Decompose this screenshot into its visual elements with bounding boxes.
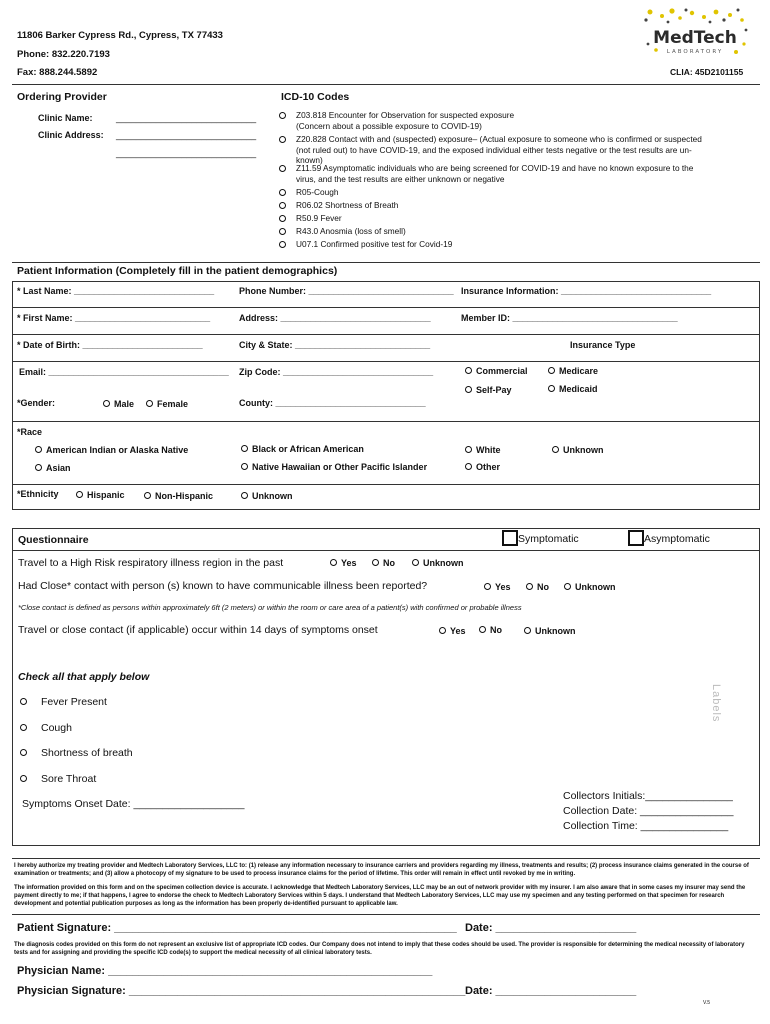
radio-icon — [412, 559, 419, 566]
symptom-cough-option[interactable]: Cough — [20, 722, 72, 734]
radio-icon — [35, 446, 42, 453]
radio-icon — [279, 241, 286, 248]
questionnaire-title: Questionnaire — [18, 534, 89, 546]
patient-date-field[interactable]: Date: _______________________ — [465, 922, 637, 934]
radio-icon — [372, 559, 379, 566]
radio-icon — [330, 559, 337, 566]
address-field[interactable]: Address: ______________________________ — [239, 313, 431, 323]
icd10-option-text: R05-Cough — [296, 187, 339, 197]
radio-icon — [279, 202, 286, 209]
logo-text: MedTech — [653, 28, 737, 48]
insurance-medicare-option[interactable]: Medicare — [548, 366, 598, 376]
radio-icon — [103, 400, 110, 407]
gender-male-option[interactable]: Male — [103, 399, 134, 409]
radio-icon — [20, 749, 27, 756]
checkbox-icon — [628, 530, 644, 546]
q3-unknown-option[interactable]: Unknown — [524, 626, 576, 636]
row-divider — [12, 484, 760, 485]
radio-icon — [146, 400, 153, 407]
radio-icon — [279, 215, 286, 222]
radio-icon — [552, 446, 559, 453]
q1-yes-option[interactable]: Yes — [330, 558, 357, 568]
symptoms-onset-date-field[interactable]: Symptoms Onset Date: ___________________ — [22, 798, 245, 810]
clinic-name-label: Clinic Name: — [38, 113, 93, 123]
radio-icon — [465, 367, 472, 374]
patient-top-divider — [12, 262, 760, 263]
icd10-option-text: Z03.818 Encounter for Observation for suspected exposure — [296, 110, 515, 120]
q1-unknown-option[interactable]: Unknown — [412, 558, 464, 568]
radio-icon — [20, 775, 27, 782]
ordering-provider-title: Ordering Provider — [17, 91, 107, 103]
lab-fax: Fax: 888.244.5892 — [17, 67, 98, 78]
radio-icon — [526, 583, 533, 590]
radio-icon — [35, 464, 42, 471]
asymptomatic-checkbox[interactable]: Asymptomatic — [628, 530, 710, 546]
radio-icon — [241, 492, 248, 499]
icd10-option-text: Z11.59 Asymptomatic individuals who are being screened for COVID-19 and have no known exposure to the — [296, 163, 694, 173]
clia-number: CLIA: 45D2101155 — [670, 67, 744, 77]
icd10-option[interactable] — [279, 110, 754, 131]
insurance-commercial-option[interactable]: Commercial — [465, 366, 528, 376]
radio-icon — [548, 385, 555, 392]
gender-label: *Gender: — [17, 398, 56, 408]
question-travel-14-days: Travel or close contact (if applicable) occur within 14 days of symptoms onset — [18, 624, 378, 636]
icd10-option-text: U07.1 Confirmed positive test for Covid-19 — [296, 239, 453, 249]
check-all-heading: Check all that apply below — [18, 671, 150, 683]
icd10-option-text: (not ruled out) to have COVID-19, and the exposed individual either tests negative or the test results are un- — [296, 144, 692, 155]
physician-signature-field[interactable]: Physician Signature: _______________________________________________________ — [17, 985, 466, 997]
version-label: V.5 — [703, 1000, 711, 1006]
row-divider — [12, 361, 760, 362]
header-divider — [12, 84, 760, 85]
insurance-info-field[interactable]: Insurance Information: ______________________________ — [461, 286, 712, 296]
clinic-address-field-2[interactable]: ____________________________ — [116, 148, 257, 158]
labels-watermark: Labels — [710, 684, 722, 723]
radio-icon — [564, 583, 571, 590]
information-text: The information provided on this form and on the specimen collection device is accurate. I acknowledge that Medtech Laboratory Services, LLC may be an out of network provider with my insurer. I am also aware that in some cases my insurer may send the payment directly to me; if that happens, I agree to endorse the check to Medtech Laboratory Services within 5 days. I understand that Medtech Laboratory Services, LLC may use my specimen and any testing performed on that specimen for research development and potential publication purposes as long as the information has been properly de-identified pursuant to applicable law. — [14, 885, 746, 907]
symptom-fever-option[interactable]: Fever Present — [20, 696, 107, 708]
diagnosis-disclaimer: The diagnosis codes provided on this form do not represent an exclusive list of appropriate ICD codes. Our Company does not intend to imply that these codes should be used. The provider is responsible for determining the medical necessity of laboratory tests and for assigning and providing the specific ICD code(s) to support the medical necessity of all clinical laboratory tests. — [14, 942, 745, 956]
lab-phone: Phone: 832.220.7193 — [17, 49, 110, 60]
question-travel-high-risk: Travel to a High Risk respiratory illness region in the past — [18, 557, 284, 569]
physician-date-field[interactable]: Date: _______________________ — [465, 985, 637, 997]
radio-icon — [241, 463, 248, 470]
icd10-option[interactable] — [279, 213, 754, 224]
race-unknown-option[interactable]: Unknown — [552, 445, 604, 455]
close-contact-note: *Close contact is defined as persons within approximately 6ft (2 meters) or within the room or care area of a patient(s) with confirmed or probable illness — [18, 603, 522, 612]
legal-top-divider — [12, 858, 760, 859]
icd10-option-text: virus, and the test results are either unknown or negative — [296, 173, 505, 184]
race-aian-option[interactable]: American Indian or Alaska Native — [35, 445, 188, 455]
radio-icon — [548, 367, 555, 374]
patient-signature-field[interactable]: Patient Signature: ________________________________________________________ — [17, 922, 457, 934]
email-field[interactable]: Email: ____________________________________ — [19, 367, 229, 377]
radio-icon — [279, 189, 286, 196]
physician-name-field[interactable]: Physician Name: _____________________________________________________ — [17, 965, 433, 977]
clinic-address-field[interactable]: ____________________________ — [116, 130, 257, 140]
radio-icon — [524, 627, 531, 634]
city-state-field[interactable]: City & State: ___________________________ — [239, 340, 431, 350]
clinic-address-label: Clinic Address: — [38, 130, 104, 140]
radio-icon — [479, 626, 486, 633]
patient-info-title: Patient Information (Completely fill in the patient demographics) — [17, 265, 338, 277]
radio-icon — [20, 724, 27, 731]
zip-code-field[interactable]: Zip Code: ______________________________ — [239, 367, 434, 377]
insurance-type-label: Insurance Type — [570, 340, 636, 350]
icd10-option-text: R43.0 Anosmia (loss of smell) — [296, 226, 406, 236]
ethnicity-hispanic-option[interactable]: Hispanic — [76, 490, 125, 500]
phone-number-field[interactable]: Phone Number: _____________________________ — [239, 286, 454, 296]
ethnicity-label: *Ethnicity — [17, 489, 59, 499]
collection-time-field[interactable]: Collection Time: _______________ — [563, 820, 729, 832]
collection-date-field[interactable]: Collection Date: ________________ — [563, 805, 734, 817]
race-other-option[interactable]: Other — [465, 462, 500, 472]
legal-bottom-divider — [12, 914, 760, 915]
race-black-option[interactable]: Black or African American — [241, 444, 364, 454]
icd10-option-text: known) — [296, 155, 323, 165]
icd10-option-text: R06.02 Shortness of Breath — [296, 200, 399, 210]
icd10-title: ICD-10 Codes — [281, 91, 350, 103]
race-white-option[interactable]: White — [465, 445, 501, 455]
icd10-option-text: (Concern about a possible exposure to COVID-19) — [296, 120, 482, 131]
row-divider — [12, 334, 760, 335]
radio-icon — [76, 491, 83, 498]
radio-icon — [484, 583, 491, 590]
radio-icon — [439, 627, 446, 634]
question-close-contact: Had Close* contact with person (s) known to have communicable illness been reported? — [18, 580, 428, 592]
radio-icon — [144, 492, 151, 499]
q3-no-option[interactable]: No — [479, 625, 502, 635]
logo-subtext: LABORATORY — [666, 49, 724, 55]
authorization-text: I hereby authorize my treating provider and Medtech Laboratory Services, LLC to: (1) release any information necessary to insurance carriers and providers regarding my illness, treatments and results; (2) process insurance claims generated in the course of examination or treatments; and (3) allow a photocopy of my signature to be used to process insurance claims for the period of lifetime. This order will remain in effect until revoked by me in writing. — [14, 863, 749, 877]
lab-address: 11806 Barker Cypress Rd., Cypress, TX 77433 — [17, 30, 223, 41]
icd10-option[interactable] — [279, 187, 754, 198]
radio-icon — [241, 445, 248, 452]
radio-icon — [279, 228, 286, 235]
symptomatic-checkbox[interactable]: Symptomatic — [502, 530, 579, 546]
q2-unknown-option[interactable]: Unknown — [564, 582, 616, 592]
clinic-name-field[interactable]: ____________________________ — [116, 113, 257, 123]
ethnicity-nonhispanic-option[interactable]: Non-Hispanic — [144, 491, 213, 501]
icd10-option-text: R50.9 Fever — [296, 213, 342, 223]
insurance-selfpay-option[interactable]: Self-Pay — [465, 385, 512, 395]
ethnicity-unknown-option[interactable]: Unknown — [241, 491, 293, 501]
q2-no-option[interactable]: No — [526, 582, 549, 592]
radio-icon — [465, 463, 472, 470]
icd10-option[interactable] — [279, 134, 754, 166]
collectors-initials-field[interactable]: Collectors Initials:_______________ — [563, 790, 733, 802]
icd10-option[interactable] — [279, 163, 754, 184]
symptom-sob-option[interactable]: Shortness of breath — [20, 747, 133, 759]
q1-no-option[interactable]: No — [372, 558, 395, 568]
member-id-field[interactable]: Member ID: _________________________________ — [461, 313, 678, 323]
medtech-logo — [640, 6, 750, 62]
radio-icon — [465, 386, 472, 393]
q2-yes-option[interactable]: Yes — [484, 582, 511, 592]
checkbox-icon — [502, 530, 518, 546]
race-label: *Race — [17, 427, 43, 437]
last-name-field[interactable]: * Last Name: ____________________________ — [17, 286, 215, 296]
first-name-field[interactable]: * First Name: ___________________________ — [17, 313, 211, 323]
radio-icon — [279, 112, 286, 119]
symptom-sore-throat-option[interactable]: Sore Throat — [20, 773, 96, 785]
radio-icon — [279, 136, 286, 143]
questionnaire-header-divider — [12, 550, 760, 551]
row-divider — [12, 421, 760, 422]
radio-icon — [20, 698, 27, 705]
insurance-medicaid-option[interactable]: Medicaid — [548, 384, 598, 394]
dob-field[interactable]: * Date of Birth: ________________________ — [17, 340, 203, 350]
icd10-option-text: Z20.828 Contact with and (suspected) exposure– (Actual exposure to someone who is confirmed or suspected — [296, 134, 702, 144]
radio-icon — [465, 446, 472, 453]
race-nhpi-option[interactable]: Native Hawaiian or Other Pacific Islander — [241, 462, 427, 472]
county-field[interactable]: County: ______________________________ — [239, 398, 426, 408]
icd10-option[interactable] — [279, 226, 754, 237]
icd10-option[interactable] — [279, 239, 754, 250]
row-divider — [12, 307, 760, 308]
race-asian-option[interactable]: Asian — [35, 463, 71, 473]
radio-icon — [279, 165, 286, 172]
gender-female-option[interactable]: Female — [146, 399, 188, 409]
icd10-option[interactable] — [279, 200, 754, 211]
q3-yes-option[interactable]: Yes — [439, 626, 466, 636]
